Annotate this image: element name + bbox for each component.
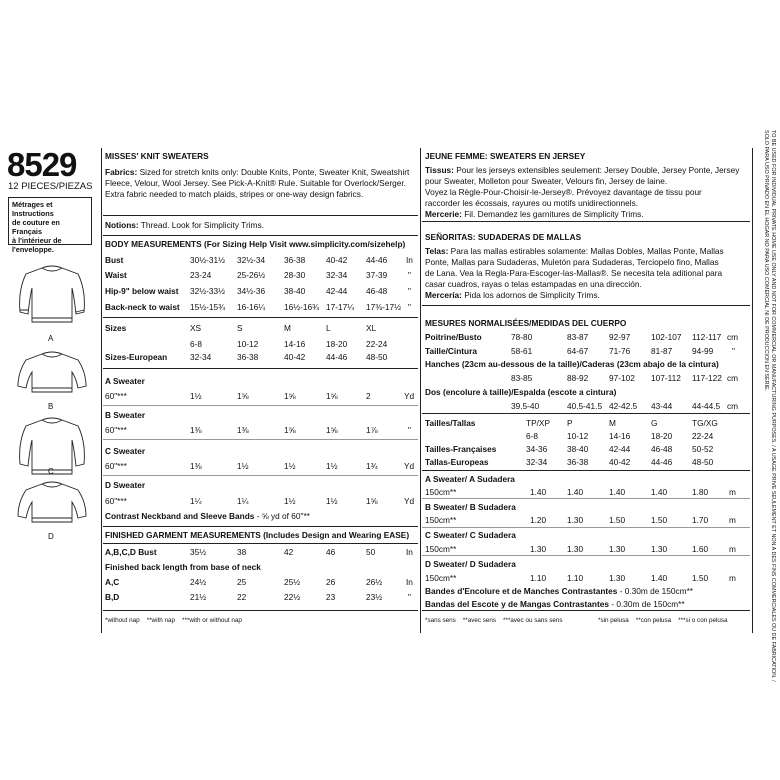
cell: 1.50 <box>692 573 709 583</box>
bandes-amount: - 0.30m de 150cm** <box>617 586 694 596</box>
bandas-text: Bandas del Escote y de Mangas Contrastantes <box>425 599 609 609</box>
divider <box>422 555 750 556</box>
size-eu: 44-46 <box>651 457 673 467</box>
telas-line: casar cuadros, rayas o telas estampadas en una dirección. <box>425 279 642 289</box>
cell: 1⅞ <box>366 425 378 435</box>
bandes-text: Bandes d'Encolure et de Manches Contrastantes <box>425 586 618 596</box>
size-number: 10-12 <box>237 339 259 349</box>
merceria-label: Mercería: <box>425 290 462 300</box>
cell: 28-30 <box>284 270 306 280</box>
row-label: Back-neck to waist <box>105 302 180 312</box>
column-divider <box>101 148 102 633</box>
cell: 22½ <box>284 592 301 602</box>
column-divider <box>752 148 753 633</box>
notions <box>105 221 264 229</box>
bd-label: B,D <box>105 592 120 602</box>
unit: Yd <box>404 461 415 471</box>
notions-text: Thread. Look for Simplicity Trims. <box>138 220 264 230</box>
cell: 1⅝ <box>326 425 338 435</box>
size: TP/XP <box>526 418 550 428</box>
mercerie-text: Fil. Demandez les garnitures de Simplicity Trims. <box>461 209 644 219</box>
cell: 42-44 <box>326 286 348 296</box>
cell: 88-92 <box>567 373 589 383</box>
cell: 40-42 <box>326 255 348 265</box>
unit: In <box>406 255 413 265</box>
bandas-line <box>425 600 685 608</box>
size-fr: 42-44 <box>609 444 631 454</box>
size-eu: 36-38 <box>567 457 589 467</box>
cell: 1.30 <box>651 544 668 554</box>
cell: 1½ <box>237 461 249 471</box>
french-title: JEUNE FEMME: SWEATERS EN JERSEY <box>425 151 586 161</box>
contrast-bands <box>105 512 310 520</box>
divider <box>422 527 750 528</box>
sizes-european-label: Sizes-European <box>105 352 168 362</box>
size-eu: 36-38 <box>237 352 259 362</box>
tissus-label: Tissus: <box>425 165 454 175</box>
cell: 1.70 <box>692 515 709 525</box>
taille-label: Taille/Cintura <box>425 346 477 356</box>
size-fr: 46-48 <box>651 444 673 454</box>
cell: 50 <box>366 547 376 557</box>
size-eu: 48-50 <box>692 457 714 467</box>
telas-line: Ponte, Mallas para Sudaderas, Muletón para Sudaderas, Terciopelo fino, Mallas <box>425 257 719 267</box>
cell: 1½ <box>284 496 296 506</box>
cell: 2 <box>366 391 371 401</box>
cell: 32½-33½ <box>190 286 226 296</box>
merceria-text: Pida los adornos de Simplicity Trims. <box>461 290 600 300</box>
view-title: B Sweater <box>105 410 146 420</box>
size-eu: 40-42 <box>284 352 306 362</box>
view-title: C Sweater <box>105 446 146 456</box>
cell: 1⅝ <box>284 391 296 401</box>
unit: m <box>729 573 736 583</box>
cell: 1.80 <box>692 487 709 497</box>
cell: 1⅜ <box>190 461 202 471</box>
cell: 83-87 <box>567 332 589 342</box>
row-label: Hip-9" below waist <box>105 286 179 296</box>
divider <box>422 413 750 414</box>
unit: " <box>408 302 411 312</box>
french-note-line: à l'intérieur de <box>12 236 62 245</box>
cell: 1.20 <box>530 515 547 525</box>
unit: " <box>408 592 411 602</box>
size: TG/XG <box>692 418 718 428</box>
hanches-label: Hanches (23cm au-dessous de la taille)/Caderas (23cm abajo de la cintura) <box>425 359 719 369</box>
divider <box>103 405 418 406</box>
divider <box>103 526 418 527</box>
column-divider <box>420 148 421 633</box>
french-note-box <box>8 197 92 254</box>
cell: 26½ <box>366 577 383 587</box>
view-fabric: 150cm** <box>425 515 457 525</box>
english-title: MISSES' KNIT SWEATERS <box>105 151 209 161</box>
view-title: B Sweater/ B Sudadera <box>425 502 516 512</box>
tissus-line: raccorder les écossais, rayures ou motifs unidirectionnels. <box>425 198 639 208</box>
row-label: Bust <box>105 255 124 265</box>
divider <box>103 475 418 476</box>
tailles-fr-label: Tailles-Françaises <box>425 444 497 454</box>
french-note-line: de couture en Français <box>12 218 60 236</box>
french-note-line: l'enveloppe. <box>12 245 54 254</box>
cell: 1.50 <box>651 515 668 525</box>
cell: 1⅝ <box>284 425 296 435</box>
size-fr: 34-36 <box>526 444 548 454</box>
ac-label: A,C <box>105 577 120 587</box>
cell: 25-26½ <box>237 270 266 280</box>
cell: 34½-36 <box>237 286 266 296</box>
cell: 1⅜ <box>237 425 249 435</box>
fabrics-paragraph <box>105 167 417 200</box>
contrast-text: Contrast Neckband and Sleeve Bands <box>105 511 255 521</box>
cell: 16½-16¾ <box>284 302 320 312</box>
size-eu: 40-42 <box>609 457 631 467</box>
cell: 1½ <box>326 496 338 506</box>
cell: 107-112 <box>651 373 681 383</box>
cell: 43-44 <box>651 401 673 411</box>
cell: 78-80 <box>511 332 533 342</box>
view-title: D Sweater <box>105 480 146 490</box>
size-number: 6-8 <box>526 431 538 441</box>
cell: 23-24 <box>190 270 212 280</box>
row-label: Waist <box>105 270 127 280</box>
back-length-label: Finished back length from base of neck <box>105 562 261 572</box>
size-number: 18-20 <box>651 431 673 441</box>
unit: cm <box>727 373 739 383</box>
cell: 1.10 <box>567 573 584 583</box>
unit: In <box>406 577 413 587</box>
cell: 15½-15¾ <box>190 302 226 312</box>
cell: 1.40 <box>651 487 668 497</box>
cell: 35½ <box>190 547 207 557</box>
cell: 102-107 <box>651 332 682 342</box>
divider <box>422 305 750 306</box>
bandes-line <box>425 587 693 595</box>
cell: 71-76 <box>609 346 631 356</box>
cell: 1¾ <box>366 461 378 471</box>
cell: 1½ <box>190 391 202 401</box>
cell: 81-87 <box>651 346 673 356</box>
telas-line: de Lana. Vea la Regla-Para-Escoger-las-Mallas®. Se necesita tela aditional para <box>425 268 723 278</box>
cell: 1.60 <box>692 544 709 554</box>
size: L <box>326 323 331 333</box>
unit: cm <box>727 401 739 411</box>
unit: " <box>408 270 411 280</box>
finished-bust-label: A,B,C,D Bust <box>105 547 157 557</box>
sweater-sketch-a <box>12 260 92 332</box>
fabrics-line: Sized for stretch knits only: Double Knits, Ponte, Sweater Knit, Sweatshirt <box>137 167 410 177</box>
sweater-sketch-d <box>14 478 90 528</box>
cell: 17⅜-17½ <box>366 302 402 312</box>
sweater-sketch-b <box>14 348 90 398</box>
size-eu: 32-34 <box>190 352 212 362</box>
footnote-spanish: *sin pelusa **con pelusa ***si o con pelusa <box>598 617 728 624</box>
cell: 37-39 <box>366 270 388 280</box>
tailles-label: Tailles/Tallas <box>425 418 476 428</box>
view-fabric: 150cm** <box>425 544 457 554</box>
unit: " <box>408 425 411 435</box>
sizes-label: Sizes <box>105 323 127 333</box>
cell: 1.30 <box>609 573 626 583</box>
cell: 1.30 <box>567 515 584 525</box>
view-title: D Sweater/ D Sudadera <box>425 559 516 569</box>
view-fabric: 60"*** <box>105 425 127 435</box>
cell: 92-97 <box>609 332 631 342</box>
size-fr: 50-52 <box>692 444 714 454</box>
fabrics-line: Fleece, Velour, Wool Jersey. See Pick-A-Knit® Rule. Suitable for Overlock/Serger. <box>105 178 406 188</box>
divider <box>103 215 418 216</box>
divider <box>103 368 418 369</box>
size-eu: 48-50 <box>366 352 388 362</box>
size-number: 10-12 <box>567 431 589 441</box>
size-number: 6-8 <box>190 339 202 349</box>
cell: 32-34 <box>326 270 348 280</box>
cell: 16-16¼ <box>237 302 266 312</box>
unit: " <box>408 286 411 296</box>
poitrine-label: Poitrine/Busto <box>425 332 482 342</box>
divider <box>103 317 418 318</box>
unit: Yd <box>404 391 415 401</box>
view-fabric: 60"*** <box>105 496 127 506</box>
bandas-amount: - 0.30m de 150cm** <box>608 599 685 609</box>
size: M <box>609 418 616 428</box>
view-label-c: C <box>48 467 54 476</box>
divider <box>103 543 418 544</box>
telas-line: Para las mallas estirables solamente: Mallas Dobles, Mallas Ponte, Mallas <box>448 246 724 256</box>
unit: m <box>729 515 736 525</box>
cell: 23½ <box>366 592 383 602</box>
view-label-d: D <box>48 532 54 541</box>
cell: 44-44.5 <box>692 401 721 411</box>
view-label-a: A <box>48 334 54 343</box>
cell: 1½ <box>284 461 296 471</box>
unit: cm <box>727 332 739 342</box>
cell: 25 <box>237 577 247 587</box>
tissus-paragraph <box>425 165 739 220</box>
divider <box>103 235 418 236</box>
cell: 1.40 <box>651 573 668 583</box>
cell: 64-67 <box>567 346 589 356</box>
dos-label: Dos (encolure à taille)/Espalda (escote a cintura) <box>425 387 617 397</box>
cell: 25½ <box>284 577 301 587</box>
tissus-line: Voyez la Règle-Pour-Choisir-le-Jersey®. Prévoyez davantage de tissu pour <box>425 187 702 197</box>
mercerie-label: Mercerie: <box>425 209 462 219</box>
cell: 1¼ <box>237 496 249 506</box>
cell: 1⅝ <box>366 496 378 506</box>
size: XL <box>366 323 377 333</box>
cell: 1⅝ <box>237 391 249 401</box>
unit: m <box>729 544 736 554</box>
view-fabric: 60"*** <box>105 391 127 401</box>
cell: 1.30 <box>609 544 626 554</box>
divider <box>422 610 750 611</box>
cell: 24½ <box>190 577 207 587</box>
cell: 1.40 <box>567 487 584 497</box>
cell: 44-46 <box>366 255 388 265</box>
unit: m <box>729 487 736 497</box>
cell: 42 <box>284 547 294 557</box>
cell: 1⅝ <box>326 391 338 401</box>
cell: 26 <box>326 577 336 587</box>
cell: 1.40 <box>530 487 547 497</box>
cell: 97-102 <box>609 373 635 383</box>
cell: 1.10 <box>530 573 547 583</box>
tissus-line: Pour les jerseys extensibles seulement: Jersey Double, Jersey Ponte, Jersey <box>453 165 740 175</box>
size: M <box>284 323 291 333</box>
cell: 17-17¼ <box>326 302 355 312</box>
cell: 1.40 <box>609 487 626 497</box>
side-legal-text: TO BE USED FOR INDIVIDUAL PRIVATE HOME USE ONLY AND NOT FOR COMMERCIAL OR MANUFACTURING PURPOSES. / A USAGE PRIVE SEULEMENT ET NON A DES FINS COMMERCIALES OU DE FABRICATION. / SOLO PARA USO PRIVADO EN EL HOGAR NO PARA USO COMERCIAL NI DE PRODUCCION EN SERIE. <box>763 130 776 682</box>
size-number: 14-16 <box>284 339 306 349</box>
size-fr: 38-40 <box>567 444 589 454</box>
cell: 30½-31½ <box>190 255 226 265</box>
divider <box>422 498 750 499</box>
size: G <box>651 418 658 428</box>
divider <box>422 221 750 222</box>
fabrics-line: Extra fabric needed to match plaids, stripes or one-way design fabrics. <box>105 189 364 199</box>
cell: 83-85 <box>511 373 533 383</box>
cell: 1.30 <box>530 544 547 554</box>
pattern-number: 8529 <box>7 146 77 183</box>
divider <box>422 470 750 471</box>
cell: 40.5-41.5 <box>567 401 603 411</box>
cell: 32½-34 <box>237 255 266 265</box>
telas-label: Telas: <box>425 246 449 256</box>
cell: 21½ <box>190 592 207 602</box>
cell: 1⅜ <box>190 425 202 435</box>
view-title: C Sweater/ C Sudadera <box>425 530 516 540</box>
cell: 117-122 <box>692 373 722 383</box>
unit: " <box>732 346 735 356</box>
cell: 23 <box>326 592 336 602</box>
view-label-b: B <box>48 402 54 411</box>
unit: In <box>406 547 413 557</box>
notions-label: Notions: <box>105 220 139 230</box>
cell: 42-42.5 <box>609 401 638 411</box>
view-fabric: 150cm** <box>425 487 457 497</box>
cell: 1½ <box>326 461 338 471</box>
finished-heading: FINISHED GARMENT MEASUREMENTS (Includes Design and Wearing EASE) <box>105 530 410 540</box>
cell: 46-48 <box>366 286 388 296</box>
footnote-english: *without nap **with nap ***with or without nap <box>105 617 242 624</box>
cell: 38-40 <box>284 286 306 296</box>
size-number: 22-24 <box>366 339 388 349</box>
divider <box>103 610 418 611</box>
body-measurements-heading: BODY MEASUREMENTS (For Sizing Help Visit www.simplicity.com/sizehelp) <box>105 239 406 249</box>
cell: 22 <box>237 592 247 602</box>
size-number: 18-20 <box>326 339 348 349</box>
cell: 112-117 <box>692 332 722 342</box>
contrast-amount: - ⅝ yd of 60"** <box>254 511 310 521</box>
mesures-heading: MESURES NORMALISÉES/MEDIDAS DEL CUERPO <box>425 318 627 328</box>
view-title: A Sweater/ A Sudadera <box>425 474 515 484</box>
size-number: 14-16 <box>609 431 631 441</box>
cell: 1.50 <box>609 515 626 525</box>
unit: Yd <box>404 496 415 506</box>
size-eu: 32-34 <box>526 457 548 467</box>
fabrics-label: Fabrics: <box>105 167 138 177</box>
cell: 38 <box>237 547 247 557</box>
size-eu: 44-46 <box>326 352 348 362</box>
divider <box>103 439 418 440</box>
view-fabric: 60"*** <box>105 461 127 471</box>
senoritas-title: SEÑORITAS: SUDADERAS DE MALLAS <box>425 232 582 242</box>
view-fabric: 150cm** <box>425 573 457 583</box>
pieces-count: 12 PIECES/PIEZAS <box>8 181 93 192</box>
tissus-line: pour Sweater, Molleton pour Sweater, Velours fin, Jersey de laine. <box>425 176 668 186</box>
telas-paragraph <box>425 246 724 301</box>
cell: 1¼ <box>190 496 202 506</box>
cell: 94-99 <box>692 346 714 356</box>
view-title: A Sweater <box>105 376 145 386</box>
french-note-line: Métrages et Instructions <box>12 200 54 218</box>
size: S <box>237 323 243 333</box>
size-number: 22-24 <box>692 431 714 441</box>
cell: 39.5-40 <box>511 401 540 411</box>
cell: 36-38 <box>284 255 306 265</box>
cell: 58-61 <box>511 346 533 356</box>
side-legal-text-container <box>762 130 776 690</box>
cell: 1.30 <box>567 544 584 554</box>
tallas-eu-label: Tallas-Europeas <box>425 457 489 467</box>
size: P <box>567 418 573 428</box>
cell: 46 <box>326 547 336 557</box>
size: XS <box>190 323 202 333</box>
footnote-french: *sans sens **avec sens ***avec ou sans sens <box>425 617 563 624</box>
